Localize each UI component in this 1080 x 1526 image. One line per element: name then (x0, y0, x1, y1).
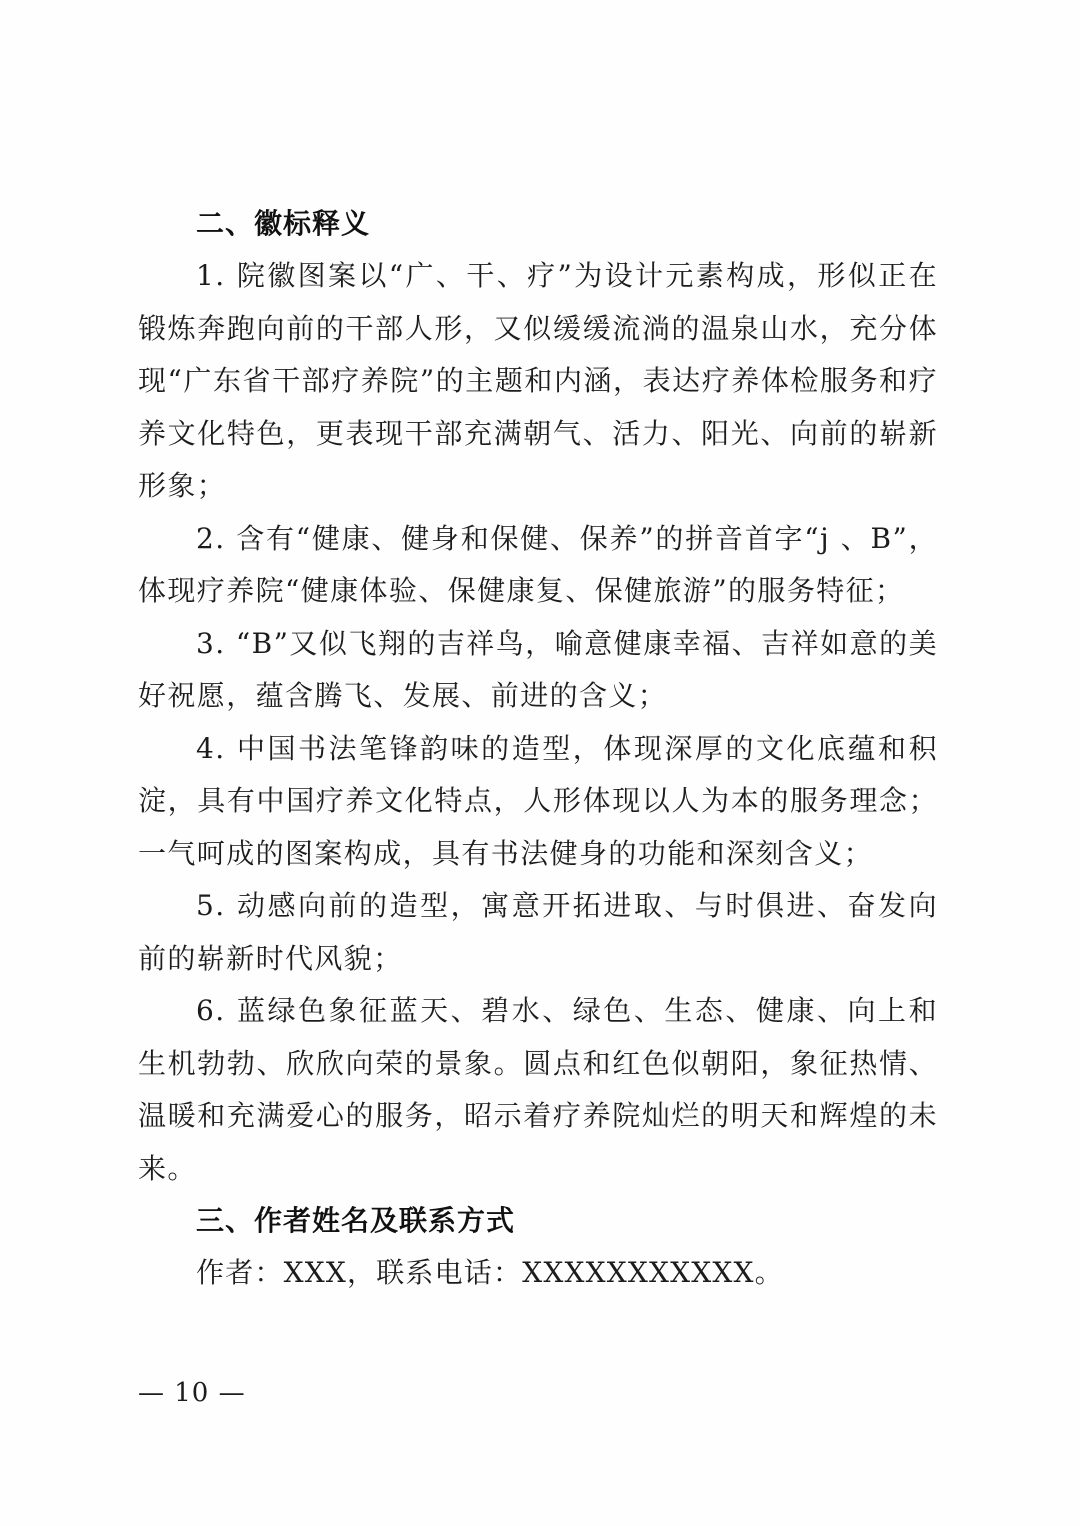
page-number: — 10 — (138, 1378, 246, 1408)
author-contact-line: 作者：XXX，联系电话：XXXXXXXXXXX。 (196, 1256, 784, 1289)
paragraph-1: 1. 院徽图案以“广、干、疗”为设计元素构成，形似正在锻炼奔跑向前的干部人形，又似缓缓流淌的温泉山水，充分体现“广东省干部疗养院”的主题和内涵，表达疗养体检服务和疗养文化特色，更表现干部充满朝气、活力、阳光、向前的崭新形象； (138, 259, 938, 502)
paragraph-4: 4. 中国书法笔锋韵味的造型，体现深厚的文化底蕴和积淀，具有中国疗养文化特点，人形体现以人为本的服务理念；一气呵成的图案构成，具有书法健身的功能和深刻含义； (138, 731, 938, 870)
paragraph-2: 2. 含有“健康、健身和保健、保养”的拼音首字“j 、B”，体现疗养院“健康体验、保健康复、保健旅游”的服务特征； (138, 521, 938, 607)
section-heading-author: 三、作者姓名及联系方式 (196, 1204, 516, 1237)
paragraph-3: 3. “B”又似飞翔的吉祥鸟，喻意健康幸福、吉祥如意的美好祝愿，蕴含腾飞、发展、前进的含义； (138, 626, 938, 712)
paragraph-5: 5. 动感向前的造型，寓意开拓进取、与时俱进、奋发向前的崭新时代风貌； (138, 889, 938, 975)
page-content (138, 198, 938, 1299)
paragraph-6: 6. 蓝绿色象征蓝天、碧水、绿色、生态、健康、向上和生机勃勃、欣欣向荣的景象。圆点和红色似朝阳，象征热情、温暖和充满爱心的服务，昭示着疗养院灿烂的明天和辉煌的未来。 (138, 994, 938, 1185)
section-heading-emblem: 二、徽标释义 (196, 207, 371, 240)
